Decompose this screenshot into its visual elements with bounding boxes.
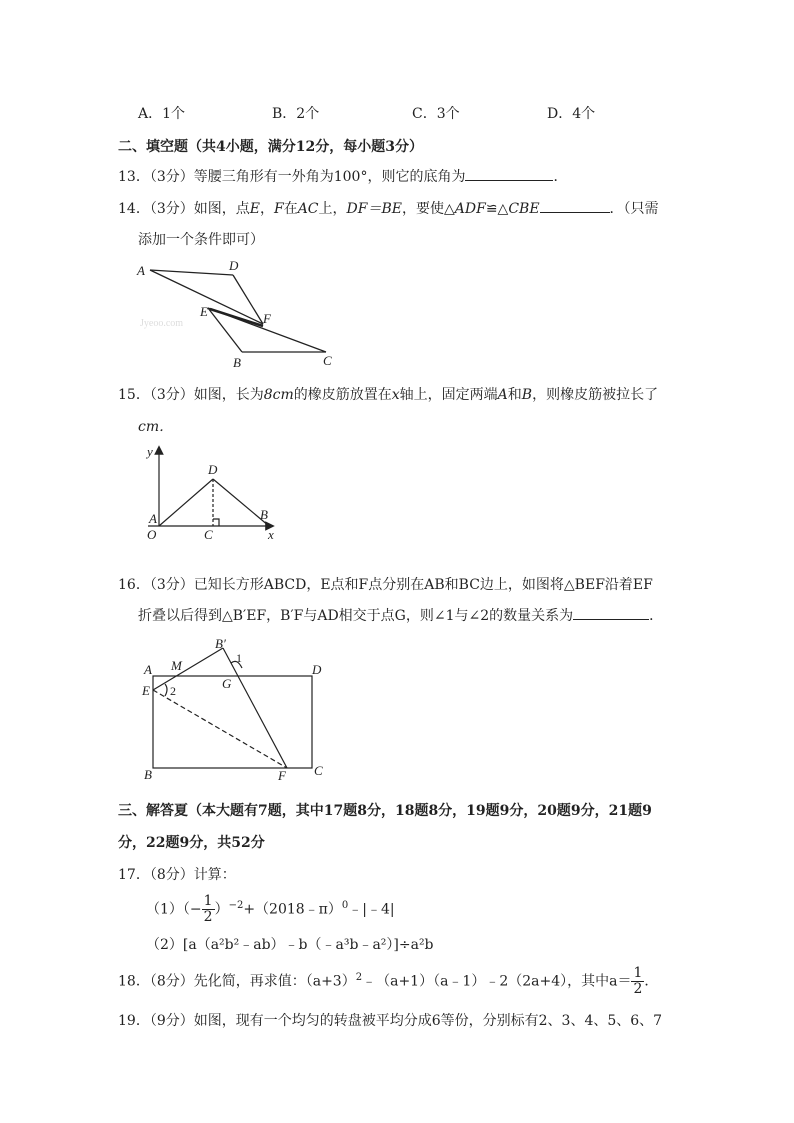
q16-label-e: E (142, 683, 150, 698)
q14-text: 在 (283, 201, 298, 217)
q14-tail: ．（只需 (609, 201, 659, 217)
question-16-line2 (138, 605, 663, 625)
q17-p1-frac-den: 2 (203, 909, 213, 926)
q15-label-c: C (204, 527, 213, 542)
q19-number: 19．（9分） (118, 1013, 194, 1029)
q15-number: 15．（3分） (118, 387, 194, 403)
q15-label-o: O (147, 527, 157, 542)
q18-frac-den: 2 (633, 981, 643, 998)
q14-text: 上， (318, 201, 347, 217)
q15-figure (142, 442, 292, 542)
question-19 (118, 1010, 662, 1030)
q17-p1-frac-num: 1 (203, 893, 213, 910)
q15-text: ，则橡皮筋被拉长了 (532, 387, 659, 403)
q13-number: 13．（3分） (118, 169, 194, 185)
q15-text: 的橡皮筋放置在 (293, 387, 392, 403)
q17-p1-text: +（2018﹣π） (243, 901, 342, 918)
q15-text: 轴上，固定两端 (399, 387, 498, 403)
question-15-line2: cm． (138, 419, 174, 435)
q17-p1-text: ﹣|﹣4| (348, 901, 395, 918)
question-14-line1 (118, 198, 659, 218)
q13-tail: ． (553, 169, 568, 185)
q16-text: 已知长方形ABCD，E点和F点分别在AB和BC边上，如图将△BEF沿着EF (193, 577, 653, 593)
section3-heading-line2: 分，22题9分，共52分 (118, 835, 265, 851)
q17-p1-exp2: 0 (341, 900, 349, 911)
q15-length: 8cm (263, 387, 294, 403)
q16-label-angle1: 1 (236, 651, 242, 665)
question-16-line1 (118, 574, 653, 594)
q14-label-d: D (229, 258, 239, 273)
q15-var: A (497, 387, 508, 403)
q16-text: 折叠以后得到△B′EF，B′F与AD相交于点G，则∠1与∠2的数量关系为 (138, 608, 574, 624)
q15-var: x (391, 387, 400, 403)
q17-part2: （2）[a（a²b²﹣ab）﹣b（﹣a³b﹣a²）]÷a²b (146, 937, 434, 953)
question-14-line2: 添加一个条件即可） (138, 232, 264, 248)
q13-text: 等腰三角形有一外角为100°，则它的底角为 (193, 169, 466, 185)
q18-number: 18．（8分） (118, 973, 194, 990)
q16-label-d: D (312, 662, 322, 677)
q16-label-a: A (144, 662, 152, 677)
q14-var: DF＝BE (346, 201, 402, 217)
question-18 (118, 961, 658, 999)
q16-label-b: B (144, 767, 152, 782)
q14-number: 14．（3分） (118, 201, 194, 217)
q15-label-d: D (208, 462, 218, 477)
q16-number: 16．（3分） (118, 577, 194, 593)
q16-label-f: F (278, 768, 286, 783)
question-15-line1 (118, 384, 658, 404)
q14-var: ADF (454, 201, 486, 217)
q12-option-a: A．1个 (138, 106, 186, 122)
q15-label-b: B (260, 507, 268, 522)
q18-text: ﹣（a+1）（a﹣1）﹣2（2a+4），其中a＝ (362, 973, 632, 990)
q13-answer-blank (465, 166, 553, 181)
q14-watermark: Jyeoo.com (140, 318, 184, 329)
q14-var: AC (297, 201, 319, 217)
section2-heading: 二、填空题（共4小题，满分12分，每小题3分） (118, 139, 423, 155)
q19-text: 如图，现有一个均匀的转盘被平均分成6等份，分别标有2、3、4、5、6、7 (193, 1013, 663, 1029)
q16-label-m: M (171, 658, 182, 673)
q15-text: 和 (507, 387, 522, 403)
question-17: 17．（8分）计算： (118, 867, 236, 883)
q17-p1-fraction (202, 894, 215, 925)
question-13 (118, 166, 567, 186)
q14-answer-blank (540, 198, 610, 213)
q16-figure (138, 634, 338, 786)
q16-label-bprime: B′ (215, 636, 226, 651)
q18-text: 先化简，再求值：（a+3） (193, 973, 356, 990)
q18-fraction (631, 966, 644, 997)
q18-tail: ． (644, 973, 659, 990)
q14-label-a: A (137, 263, 145, 278)
q14-text: ， (259, 201, 274, 217)
q17-p1-text: ） (214, 901, 229, 918)
q14-var: F (273, 201, 284, 217)
q14-label-f: F (263, 311, 271, 326)
q15-text: 如图，长为 (193, 387, 264, 403)
q15-var: B (521, 387, 533, 403)
q14-text: 如图，点 (193, 201, 250, 217)
q15-label-y: y (147, 444, 153, 459)
q12-option-b: B．2个 (272, 106, 320, 122)
q17-part1 (146, 890, 395, 926)
q17-p1-label: （1）（− (146, 901, 202, 918)
q16-answer-blank (573, 605, 649, 620)
q14-label-c: C (323, 353, 332, 368)
q16-label-g: G (222, 676, 232, 691)
q17-p1-exp: −2 (228, 900, 244, 911)
q16-tail: ． (649, 608, 664, 624)
q14-label-e: E (200, 304, 208, 319)
q14-text: ，要使△ (401, 201, 455, 217)
q16-label-angle2: 2 (170, 684, 176, 698)
section3-heading-line1: 三、解答夏（本大题有7题，其中17题8分，18题8分，19题9分，20题9分，21题9 (118, 803, 652, 819)
q12-option-d: D．4个 (547, 106, 596, 122)
q14-label-b: B (233, 355, 241, 370)
q14-var: CBE (508, 201, 540, 217)
q15-label-a: A (149, 511, 157, 526)
q14-figure (130, 256, 350, 372)
q18-exp: 2 (355, 972, 363, 983)
q15-label-x: x (268, 527, 274, 542)
q14-text: ≌△ (485, 201, 509, 217)
q16-label-c: C (314, 763, 323, 778)
q14-var: E (249, 201, 260, 217)
q12-option-c: C．3个 (412, 106, 460, 122)
q18-frac-num: 1 (633, 965, 643, 982)
